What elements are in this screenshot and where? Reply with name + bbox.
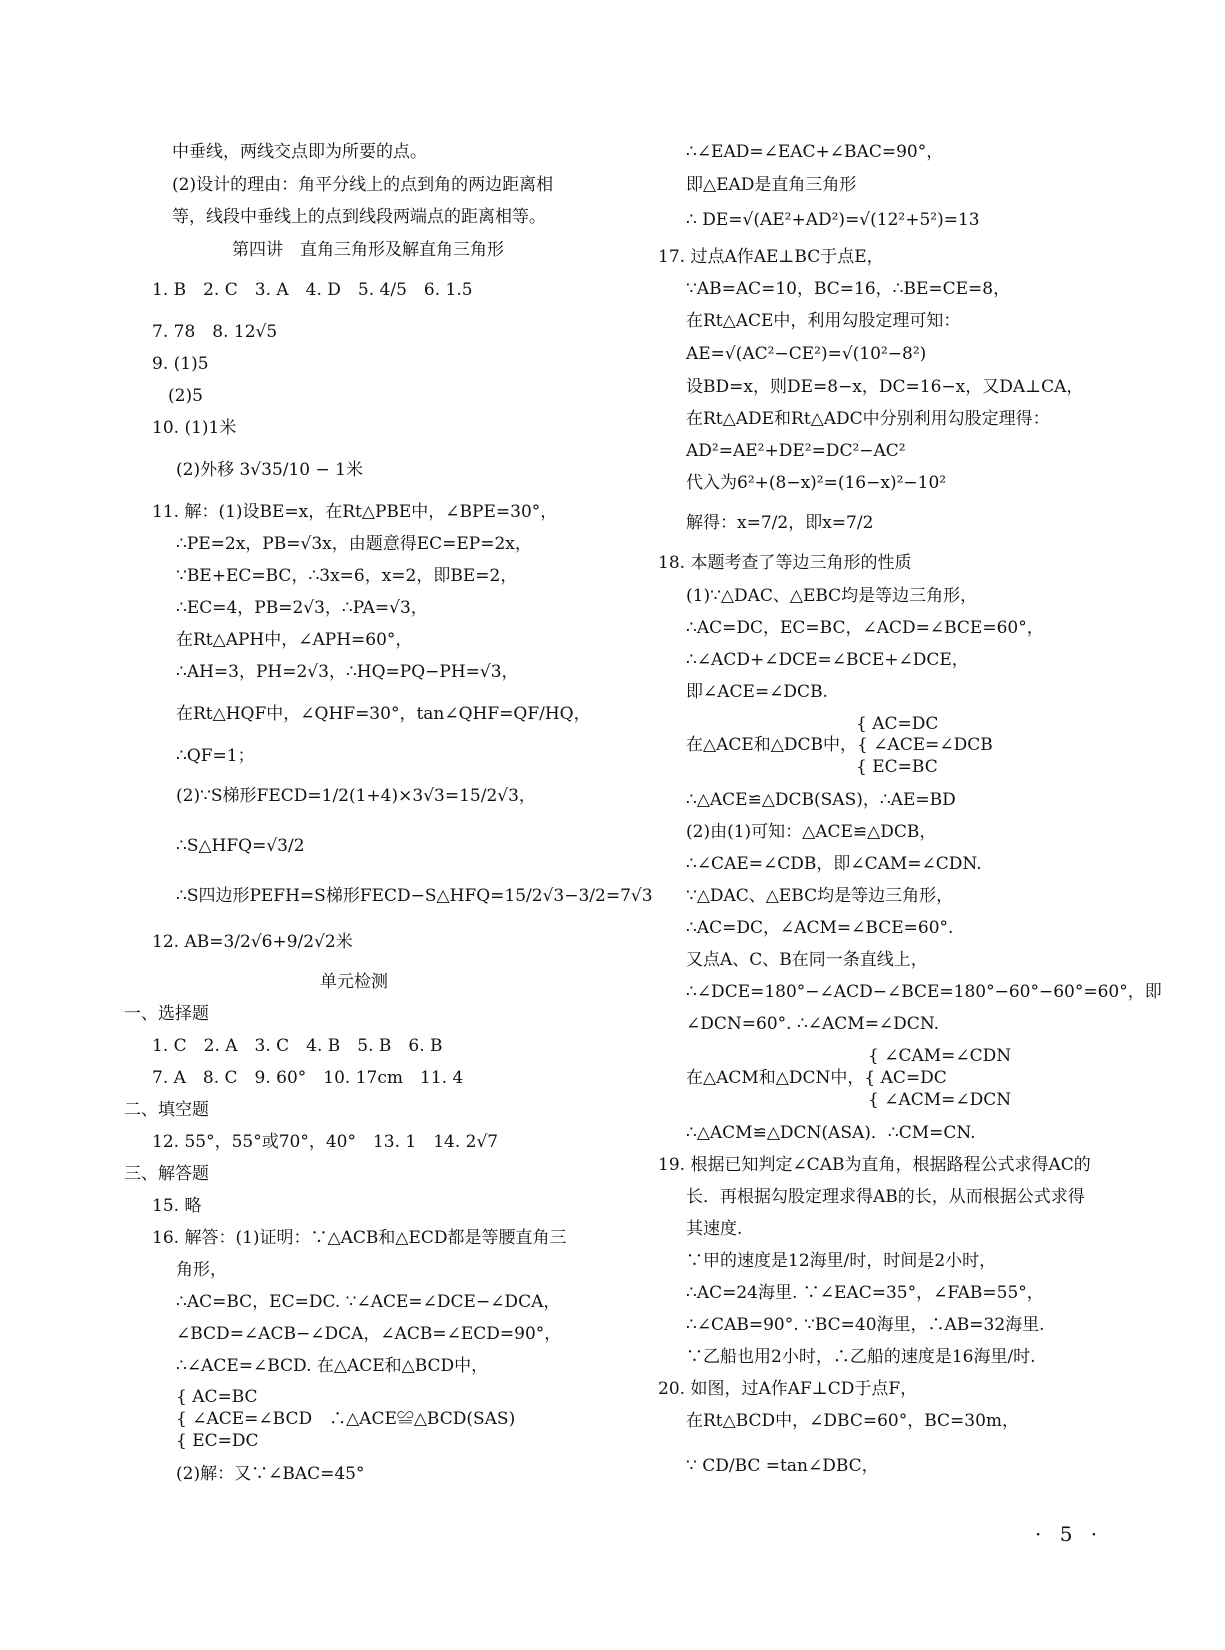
left-text-line: ∴EC=4，PB=2√3，∴PA=√3， — [176, 598, 428, 618]
right-text-line: 代入为6²+(8−x)²=(16−x)²−10² — [686, 473, 947, 493]
right-text-line: (1)∵△DAC、△EBC均是等边三角形， — [686, 586, 978, 606]
right-text-line: 17. 过点A作AE⊥BC于点E， — [658, 247, 884, 267]
right-text-line: ∴∠CAB=90°. ∵BC=40海里，∴AB=32海里. — [686, 1315, 1045, 1335]
left-text-line: ∴S四边形PEFH=S梯形FECD−S△HFQ=15/2√3−3/2=7√3 — [176, 886, 653, 906]
left-text-line: ∠BCD=∠ACB−∠DCA，∠ACB=∠ECD=90°， — [176, 1324, 562, 1344]
right-text-line: (2)由(1)可知：△ACE≌△DCB， — [686, 822, 937, 842]
left-text-line: ∴AH=3，PH=2√3，∴HQ=PQ−PH=√3， — [176, 662, 519, 682]
right-text-line: 其速度. — [686, 1219, 743, 1239]
right-text-line: 在Rt△ACE中，利用勾股定理可知： — [686, 311, 961, 331]
left-text-line: 12. 55°，55°或70°，40° 13. 1 14. 2√7 — [152, 1132, 499, 1152]
left-text-line: ∴QF=1； — [176, 746, 255, 766]
right-text-line: ∠DCN=60°. ∴∠ACM=∠DCN. — [686, 1014, 940, 1034]
right-text-line: 即∠ACE=∠DCB. — [686, 682, 828, 702]
left-text-line: 7. 78 8. 12√5 — [152, 322, 278, 342]
left-text-line: 在Rt△HQF中，∠QHF=30°，tan∠QHF=QF/HQ， — [176, 704, 591, 724]
left-text-line: ∴AC=BC，EC=DC. ∵∠ACE=∠DCE−∠DCA， — [176, 1292, 561, 1312]
right-text-line: 解得：x=7/2，即x=7/2 — [686, 513, 874, 533]
right-text-line: { EC=BC — [856, 757, 938, 777]
right-text-line: ∵AB=AC=10，BC=16，∴BE=CE=8， — [686, 279, 1011, 299]
right-text-line: 长．再根据勾股定理求得AB的长，从而根据公式求得 — [686, 1187, 1085, 1207]
left-text-line: 中垂线，两线交点即为所要的点。 — [172, 142, 427, 162]
right-text-line: AD²=AE²+DE²=DC²−AC² — [686, 441, 906, 461]
left-text-line: (2)设计的理由：角平分线上的点到角的两边距离相 — [172, 175, 554, 195]
right-text-line: ∴△ACE≌△DCB(SAS)，∴AE=BD — [686, 790, 956, 810]
right-text-line: 设BD=x，则DE=8−x，DC=16−x，又DA⊥CA， — [686, 377, 1084, 397]
right-text-line: ∴AC=DC，EC=BC，∠ACD=∠BCE=60°， — [686, 618, 1044, 638]
left-text-line: (2)∵S梯形FECD=1/2(1+4)×3√3=15/2√3， — [176, 786, 536, 806]
right-text-line: ∵ CD/BC =tan∠DBC， — [686, 1456, 879, 1476]
right-text-line: ∴ DE=√(AE²+AD²)=√(12²+5²)=13 — [686, 210, 980, 230]
right-text-line: ∴AC=24海里. ∵∠EAC=35°，∠FAB=55°， — [686, 1283, 1044, 1303]
right-text-line: ∴AC=DC，∠ACM=∠BCE=60°. — [686, 918, 954, 938]
left-text-line: ∵BE+EC=BC，∴3x=6，x=2，即BE=2， — [176, 566, 518, 586]
left-text-line: 单元检测 — [320, 972, 388, 992]
left-text-line: 三、解答题 — [124, 1164, 209, 1184]
left-text-line: 11. 解：(1)设BE=x，在Rt△PBE中，∠BPE=30°， — [152, 502, 558, 522]
right-text-line: AE=√(AC²−CE²)=√(10²−8²) — [686, 344, 927, 364]
left-text-line: ∴∠ACE=∠BCD. 在△ACE和△BCD中， — [176, 1356, 489, 1376]
right-text-line: 即△EAD是直角三角形 — [686, 175, 857, 195]
left-text-line: 16. 解答：(1)证明：∵△ACB和△ECD都是等腰直角三 — [152, 1228, 567, 1248]
right-text-line: 在△ACM和△DCN中，{ AC=DC — [686, 1068, 947, 1088]
left-text-line: 10. (1)1米 — [152, 418, 237, 438]
left-text-line: 15. 略 — [152, 1196, 202, 1216]
right-text-line: 20. 如图，过A作AF⊥CD于点F， — [658, 1379, 918, 1399]
left-text-line: { AC=BC — [176, 1387, 258, 1407]
left-text-line: (2)外移 3√35/10 − 1米 — [176, 460, 363, 480]
left-text-line: 1. C 2. A 3. C 4. B 5. B 6. B — [152, 1036, 443, 1056]
left-text-line: 1. B 2. C 3. A 4. D 5. 4/5 6. 1.5 — [152, 280, 473, 300]
left-text-line: 7. A 8. C 9. 60° 10. 17cm 11. 4 — [152, 1068, 464, 1088]
left-text-line: 在Rt△APH中，∠APH=60°， — [176, 630, 413, 650]
right-text-line: 18. 本题考查了等边三角形的性质 — [658, 553, 912, 573]
left-text-line: (2)解：又∵∠BAC=45° — [176, 1464, 365, 1484]
page-number: · 5 · — [1035, 1522, 1104, 1546]
left-text-line: { EC=DC — [176, 1431, 259, 1451]
right-text-line: ∴∠ACD+∠DCE=∠BCE+∠DCE， — [686, 650, 969, 670]
right-text-line: { ∠CAM=∠CDN — [868, 1046, 1012, 1066]
right-text-line: ∴∠CAE=∠CDB，即∠CAM=∠CDN. — [686, 854, 982, 874]
left-text-line: 等，线段中垂线上的点到线段两端点的距离相等。 — [172, 207, 546, 227]
left-text-line: ∴PE=2x，PB=√3x，由题意得EC=EP=2x， — [176, 534, 532, 554]
right-text-line: 又点A、C、B在同一条直线上， — [686, 950, 928, 970]
left-text-line: (2)5 — [168, 386, 203, 406]
left-text-line: 12. AB=3/2√6+9/2√2米 — [152, 932, 353, 952]
left-text-line: 二、填空题 — [124, 1100, 209, 1120]
right-text-line: { AC=DC — [856, 714, 939, 734]
right-text-line: 在Rt△ADE和Rt△ADC中分别利用勾股定理得： — [686, 409, 1050, 429]
left-text-line: 第四讲 直角三角形及解直角三角形 — [232, 240, 504, 260]
left-text-line: { ∠ACE=∠BCD ∴△ACE≌△BCD(SAS) — [176, 1409, 516, 1429]
right-text-line: ∵乙船也用2小时，∴乙船的速度是16海里/时. — [686, 1347, 1036, 1367]
left-text-line: 一、选择题 — [124, 1004, 209, 1024]
right-text-line: ∵甲的速度是12海里/时，时间是2小时， — [686, 1251, 997, 1271]
right-text-line: ∴∠EAD=∠EAC+∠BAC=90°， — [686, 142, 944, 162]
right-text-line: 在Rt△BCD中，∠DBC=60°，BC=30m， — [686, 1411, 1020, 1431]
right-text-line: { ∠ACM=∠DCN — [868, 1090, 1012, 1110]
right-text-line: 在△ACE和△DCB中，{ ∠ACE=∠DCB — [686, 735, 993, 755]
right-text-line: ∴∠DCE=180°−∠ACD−∠BCE=180°−60°−60°=60°，即 — [686, 982, 1162, 1002]
right-text-line: ∴△ACM≌△DCN(ASA)．∴CM=CN. — [686, 1123, 976, 1143]
right-text-line: ∵△DAC、△EBC均是等边三角形， — [686, 886, 954, 906]
right-text-line: 19. 根据已知判定∠CAB为直角，根据路程公式求得AC的 — [658, 1155, 1091, 1175]
left-text-line: 角形， — [176, 1260, 227, 1280]
left-text-line: 9. (1)5 — [152, 354, 209, 374]
left-text-line: ∴S△HFQ=√3/2 — [176, 836, 305, 856]
